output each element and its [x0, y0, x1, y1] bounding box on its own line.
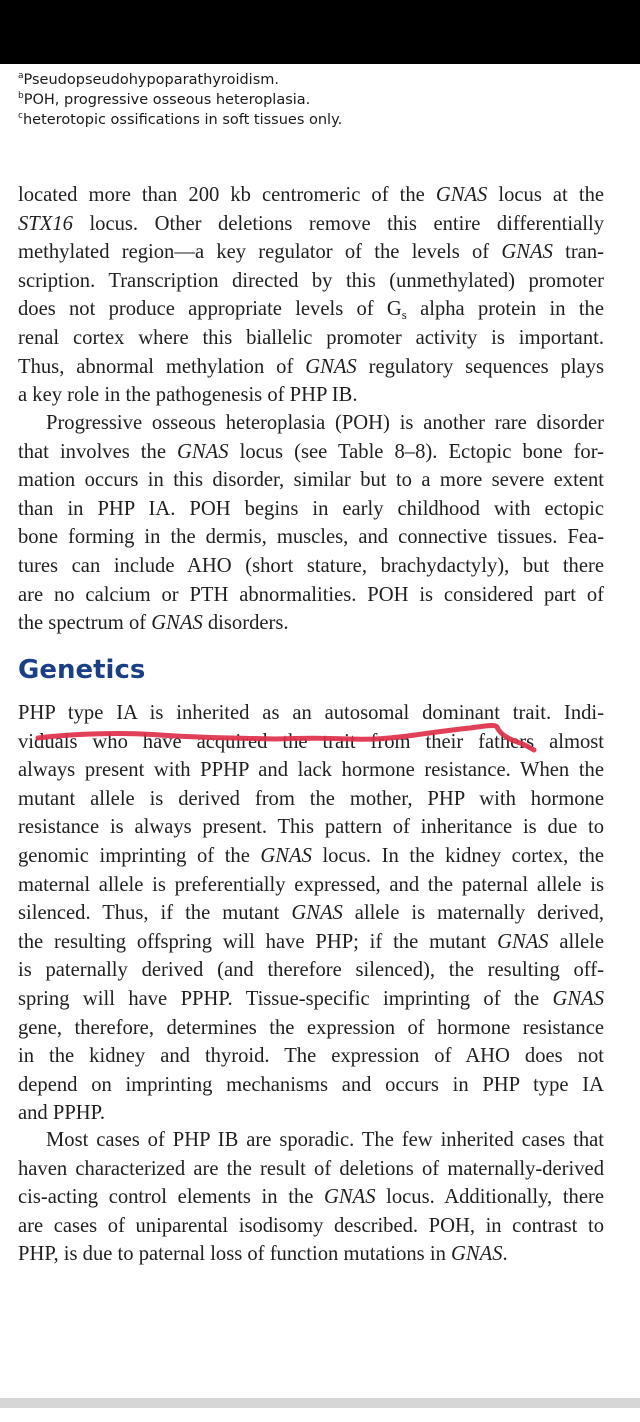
italic-term: GNAS	[501, 241, 553, 264]
italic-term: STX16	[18, 212, 73, 235]
text-run: located more than 200 kb centromeric of the	[18, 184, 436, 206]
text-run: locus at the	[487, 184, 605, 206]
italic-term: GNAS	[260, 844, 312, 867]
italic-term: GNAS	[552, 987, 604, 1010]
text-run: a key role in the pathogenesis of PHP IB.	[18, 384, 358, 407]
footnote-mark: b	[18, 91, 24, 101]
text-line	[18, 466, 604, 495]
text-run: Most cases of PHP IB are sporadic. The few inherited cases that	[46, 1129, 604, 1151]
text-run: depend on imprinting mechanisms and occurs in PHP type IA	[18, 1073, 604, 1096]
scroll-indicator-bar	[0, 1398, 640, 1408]
text-line	[18, 756, 604, 785]
text-line	[18, 495, 604, 524]
text-line	[18, 438, 604, 467]
text-run: allele	[548, 930, 604, 953]
text-run: are cases of uniparental isodisomy described. POH, in contrast to	[18, 1214, 604, 1237]
paragraph-inheritance	[18, 699, 604, 1128]
text-run: regulatory sequences plays	[356, 355, 604, 378]
text-run: is paternally derived (and therefore silenced), the resulting off-	[18, 959, 604, 982]
italic-term: GNAS	[291, 902, 343, 925]
italic-term: GNAS	[497, 930, 549, 953]
text-run: disorders.	[202, 612, 289, 635]
footnote-text: heterotopic ossifications in soft tissues only.	[22, 112, 343, 128]
text-line	[18, 353, 604, 382]
text-run: haven characterized are the result of deletions of maternally-derived	[18, 1157, 604, 1180]
text-run: tran-	[552, 241, 604, 264]
text-run: locus. Additionally, there	[375, 1186, 604, 1209]
text-run: mutant allele is derived from the mother, PHP with hormone	[18, 787, 604, 810]
text-line	[18, 956, 604, 985]
text-line	[18, 324, 604, 353]
footnote-mark: c	[18, 111, 23, 121]
text-line	[18, 1014, 604, 1043]
text-run: always present with PPHP and lack hormone resistance. When the	[18, 759, 604, 782]
text-run: locus. In the kidney cortex, the	[311, 844, 604, 867]
text-run: scription. Transcription directed by this (unmethylated) promoter	[18, 269, 604, 292]
text-run: locus (see Table 8–8). Ectopic bone for-	[228, 440, 604, 463]
text-run: than in PHP IA. POH begins in early childhood with ectopic	[18, 497, 604, 520]
text-run: and PPHP.	[18, 1102, 105, 1125]
text-line	[18, 985, 604, 1014]
text-run: cis-acting control elements in the	[18, 1186, 324, 1209]
text-run: viduals who have acquired the trait from their fathers almost	[18, 730, 604, 753]
status-bar	[0, 0, 640, 64]
paragraph-methylation	[18, 181, 604, 410]
text-line	[18, 928, 604, 957]
text-line	[18, 295, 604, 324]
text-line	[18, 552, 604, 581]
text-run: spring will have PPHP. Tissue-specific imprinting of the	[18, 987, 553, 1010]
italic-term: GNAS	[151, 612, 203, 635]
text-run: are no calcium or PTH abnormalities. POH is considered part of	[18, 583, 604, 606]
subscript: s	[401, 307, 407, 323]
text-run: gene, therefore, determines the expression of hormone resistance	[18, 1016, 604, 1039]
footnote-c	[18, 110, 618, 130]
italic-term: GNAS	[305, 355, 357, 378]
text-run: alpha protein in the	[406, 298, 604, 321]
text-run: in the kidney and thyroid. The expression of AHO does not	[18, 1045, 604, 1068]
text-line	[18, 210, 604, 239]
italic-term: GNAS	[324, 1186, 376, 1209]
text-run: .	[502, 1243, 508, 1266]
italic-term: GNAS	[177, 440, 229, 463]
footnote-text: POH, progressive osseous heteroplasia.	[23, 92, 311, 108]
text-line	[18, 899, 604, 928]
text-line	[18, 381, 604, 410]
paragraph-sporadic-cases	[18, 1126, 604, 1269]
text-line	[18, 842, 604, 871]
text-line	[18, 1183, 604, 1212]
footnote-text: Pseudopseudohypoparathyroidism.	[23, 72, 279, 88]
italic-term: GNAS	[435, 184, 488, 206]
text-run: resistance is always present. This pattern of inheritance is due to	[18, 816, 604, 839]
text-line	[18, 728, 604, 757]
text-line	[18, 267, 604, 296]
text-line	[18, 181, 604, 210]
text-run: methylated region—a key regulator of the levels of	[18, 241, 502, 264]
section-heading-genetics: Genetics	[18, 655, 146, 685]
text-line	[18, 523, 604, 552]
text-line	[18, 699, 604, 728]
text-run: PHP type IA is inherited as an autosomal dominant trait. Indi-	[18, 702, 604, 724]
text-run: maternal allele is preferentially expressed, and the paternal allele is	[18, 873, 604, 896]
table-footnotes	[18, 70, 618, 130]
text-run: does not produce appropriate levels of G	[18, 298, 402, 321]
text-line	[18, 1071, 604, 1100]
text-line	[18, 581, 604, 610]
italic-term: GNAS	[451, 1243, 503, 1266]
text-run: silenced. Thus, if the mutant	[18, 902, 292, 925]
text-run: bone forming in the dermis, muscles, and connective tissues. Fea-	[18, 526, 604, 549]
text-line	[18, 1042, 604, 1071]
text-run: renal cortex where this biallelic promoter activity is important.	[18, 326, 604, 349]
text-line	[18, 813, 604, 842]
text-line	[18, 1212, 604, 1241]
text-run: Thus, abnormal methylation of	[18, 355, 306, 378]
text-line	[18, 871, 604, 900]
text-run: allele is maternally derived,	[342, 902, 604, 925]
paragraph-poh	[18, 409, 604, 638]
text-run: that involves the	[18, 440, 178, 463]
footnote-b	[18, 90, 618, 110]
text-line	[18, 609, 604, 638]
text-run: mation occurs in this disorder, similar but to a more severe extent	[18, 469, 604, 492]
text-line	[18, 1155, 604, 1184]
footnote-a	[18, 70, 618, 90]
text-run: PHP, is due to paternal loss of function mutations in	[18, 1243, 452, 1266]
text-run: genomic imprinting of the	[18, 844, 261, 867]
text-run: Progressive osseous heteroplasia (POH) is another rare disorder	[46, 412, 604, 434]
text-run: the spectrum of	[18, 612, 152, 635]
text-line	[18, 1240, 604, 1269]
text-line	[18, 409, 604, 438]
text-line	[18, 238, 604, 267]
text-run: tures can include AHO (short stature, brachydactyly), but there	[18, 554, 604, 577]
footnote-mark: a	[18, 71, 24, 81]
text-run: the resulting offspring will have PHP; if the mutant	[18, 930, 498, 953]
text-line	[18, 785, 604, 814]
text-line	[18, 1099, 604, 1128]
text-run: locus. Other deletions remove this entire differentially	[72, 212, 604, 235]
text-line	[18, 1126, 604, 1155]
